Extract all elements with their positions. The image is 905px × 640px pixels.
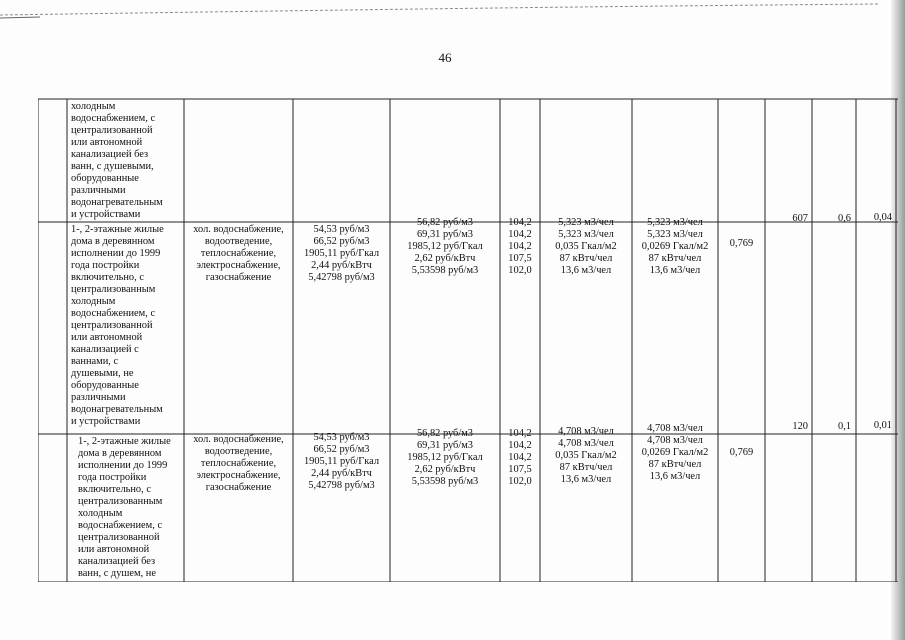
row2-description: 1-, 2-этажные жилые дома в деревянном исполнении до 1999 года постройки включительно, с централизованным холодным водоснабжением, с централизованной или автономной канализацией с ваннами, с душевыми, не оборудованные различными водонагревательным и устройствами — [71, 224, 164, 427]
row3-norms-a: 4,708 м3/чел 4,708 м3/чел 0,035 Гкал/м2 87 кВтч/чел 13,6 м3/чел — [555, 426, 617, 485]
row3-description: 1-, 2-этажные жилые дома в деревянном исполнении до 1999 года постройки включительно, с централизованным холодным водоснабжением, с централизованной или автономной канализацией без ванн, с душем, не — [78, 436, 171, 579]
row1-description: холодным водоснабжением, с централизованной или автономной канализацией без ванн, с душевыми, оборудованные различными водонагревательным и устройствами — [71, 101, 163, 220]
row3-col11: 0,01 — [873, 420, 892, 431]
row2-tariffs-new: 56,82 руб/м3 69,31 руб/м3 1985,12 руб/Гкал 2,62 руб/кВтч 5,53598 руб/м3 — [407, 217, 483, 276]
row2-coefficient: 0,769 — [729, 238, 754, 249]
row3-col10: 0,1 — [838, 421, 851, 432]
row3-norms-b: 4,708 м3/чел 4,708 м3/чел 0,0269 Гкал/м2 87 кВтч/чел 13,6 м3/чел — [641, 423, 709, 482]
tariff-table — [38, 93, 898, 582]
row2-tariffs-old: 54,53 руб/м3 66,52 руб/м3 1905,11 руб/Гкал 2,44 руб/кВтч 5,42798 руб/м3 — [303, 224, 380, 283]
row2-norms-a: 5,323 м3/чел 5,323 м3/чел 0,035 Гкал/м2 87 кВтч/чел 13,6 м3/чел — [555, 217, 617, 276]
scan-top-edge — [0, 0, 905, 22]
row2-indices: 104,2 104,2 104,2 107,5 102,0 — [508, 217, 532, 276]
row3-coefficient: 0,769 — [729, 447, 754, 458]
row3-indices: 104,2 104,2 104,2 107,5 102,0 — [508, 428, 532, 487]
row2-norms-b: 5,323 м3/чел 5,323 м3/чел 0,0269 Гкал/м2 87 кВтч/чел 13,6 м3/чел — [641, 217, 709, 276]
row2-col9: 607 — [792, 213, 808, 224]
row2-col10: 0,6 — [838, 213, 851, 224]
row3-col9: 120 — [792, 421, 808, 432]
row3-tariffs-old: 54,53 руб/м3 66,52 руб/м3 1905,11 руб/Гкал 2,44 руб/кВтч 5,42798 руб/м3 — [303, 432, 380, 491]
row2-col11: 0,04 — [873, 212, 892, 223]
page-number: 46 — [438, 50, 452, 65]
row3-tariffs-new: 56,82 руб/м3 69,31 руб/м3 1985,12 руб/Гкал 2,62 руб/кВтч 5,53598 руб/м3 — [407, 428, 483, 487]
row3-services: хол. водоснабжение, водоотведение, теплоснабжение, электроснабжение, газоснабжение — [193, 434, 284, 493]
row2-services: хол. водоснабжение, водоотведение, теплоснабжение, электроснабжение, газоснабжение — [193, 224, 284, 283]
